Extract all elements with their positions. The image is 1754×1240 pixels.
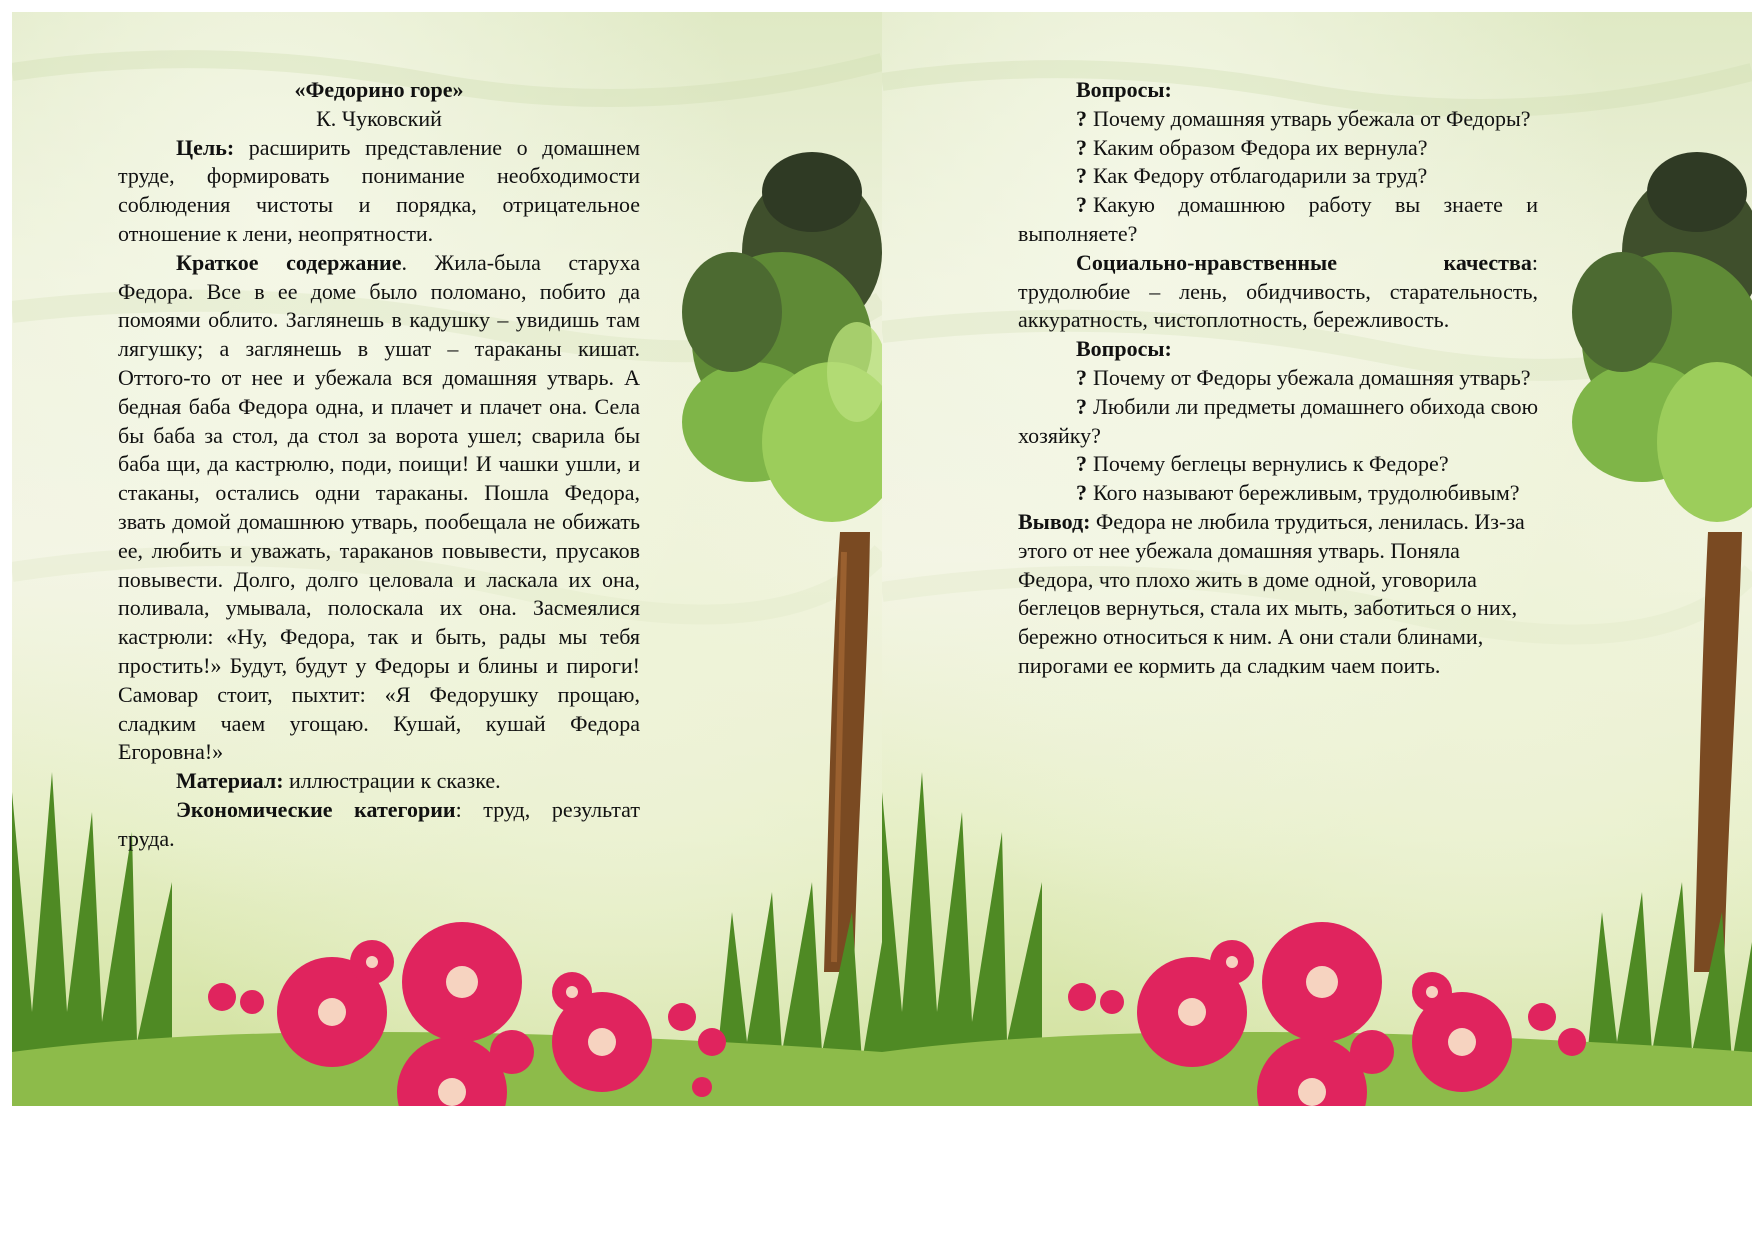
tree-foliage [682,152,882,522]
question-text: Как Федору отблагодарили за труд? [1093,163,1428,189]
question-item [1018,162,1538,191]
question-item [1018,393,1538,451]
question-item [1018,479,1538,508]
question-mark: ? [1076,480,1087,506]
question-text: Каким образом Федора их вернула? [1093,134,1428,160]
question-item [1018,134,1538,163]
question-text: Любили ли предметы домашнего обихода свою хозяйку? [1018,393,1539,448]
conclusion-label: Вывод: [1018,508,1091,534]
brochure-spread [12,12,1752,1106]
right-text [1018,76,1538,681]
question-mark: ? [1076,192,1087,218]
summary-text: . Жила-была старуха Федора. Все в ее доме было поломано, побито да помоями облито. Заглянешь в кадушку – увидишь там лягушку; а заглянешь в ушат – тараканы кишат. Оттого-то от нее и убежала вся домашняя утварь. А бедная баба Федора одна, и плачет и плачет она. Села бы баба за стол, да стол за ворота ушел; сварила бы баба щи, да кастрюлю, поди, поищи! И чашки ушли, и стаканы, остались одни тараканы. Пошла Федора, звать домой домашнюю утварь, пообещала не обижать ее, любить и уважать, тараканов повывести, прусаков повывести. Долго, долго целовала и ласкала их она, поливала, умывала, полоскала их она. Засмеялися кастрюли: «Ну, Федора, так и быть, рады мы тебя простить!» Будут, будут у Федоры и блины и пироги! Самовар стоит, пыхтит: «Я Федорушку прощаю, сладким чаем угощаю. Кушай, кушай Федора Егоровна!» [118,249,640,765]
questions2-heading: Вопросы: [1076,336,1172,362]
questions2-list [1018,364,1538,508]
question-mark: ? [1076,364,1087,390]
conclusion-paragraph [1018,508,1538,681]
tree-trunk [1694,532,1742,972]
material-label: Материал: [176,768,284,794]
economic-label: Экономические категории [176,796,456,822]
question-mark: ? [1076,393,1087,419]
material-paragraph [118,767,640,796]
right-panel [882,12,1752,1106]
summary-paragraph [118,249,640,767]
question-text: Какую домашнюю работу вы знаете и выполняете? [1018,192,1538,246]
question-mark: ? [1076,163,1087,189]
question-mark: ? [1076,134,1087,160]
material-text: иллюстрации к сказке. [283,768,501,794]
goal-label: Цель: [176,134,235,160]
question-item [1018,105,1538,134]
question-item [1018,364,1538,393]
goal-text: расширить представление о домашнем труде, формировать понимание необходимости соблюдения чистоты и порядка, отрицательное отношение к лени, неопрятности. [118,134,640,246]
question-mark: ? [1076,105,1087,131]
economic-paragraph [118,796,640,854]
question-text: Почему беглецы вернулись к Федоре? [1093,451,1449,477]
qualities-paragraph [1018,249,1538,335]
story-author: К. Чуковский [316,105,442,131]
conclusion-text: Федора не любила трудиться, ленилась. Из-за этого от нее убежала домашняя утварь. Поняла Федора, что плохо жить в доме одной, уговорила беглецов вернуться, стала их мыть, заботиться о них, бережно относиться к ним. А они стали блинами, пирогами ее кормить да сладким чаем поить. [1018,508,1525,678]
question-item [1018,450,1538,479]
left-panel [12,12,882,1106]
questions1-list [1018,105,1538,249]
summary-label: Краткое содержание [176,249,402,275]
question-text: Почему домашняя утварь убежала от Федоры? [1093,105,1531,131]
tree-foliage [1572,152,1752,522]
left-text [118,76,640,854]
question-text: Кого называют бережливым, трудолюбивым? [1093,480,1520,506]
economic-text: : труд, результат труда. [118,796,640,851]
goal-paragraph [118,134,640,249]
questions1-heading: Вопросы: [1076,77,1172,102]
story-title: «Федорино горе» [294,77,464,102]
qualities-label: Социально-нравственные качества [1076,249,1532,275]
question-text: Почему от Федоры убежала домашняя утварь? [1093,364,1531,390]
question-mark: ? [1076,451,1087,477]
qualities-text: : трудолюбие – лень, обидчивость, старательность, аккуратность, чистоплотность, бережливость. [1018,249,1538,333]
question-item [1018,191,1538,249]
